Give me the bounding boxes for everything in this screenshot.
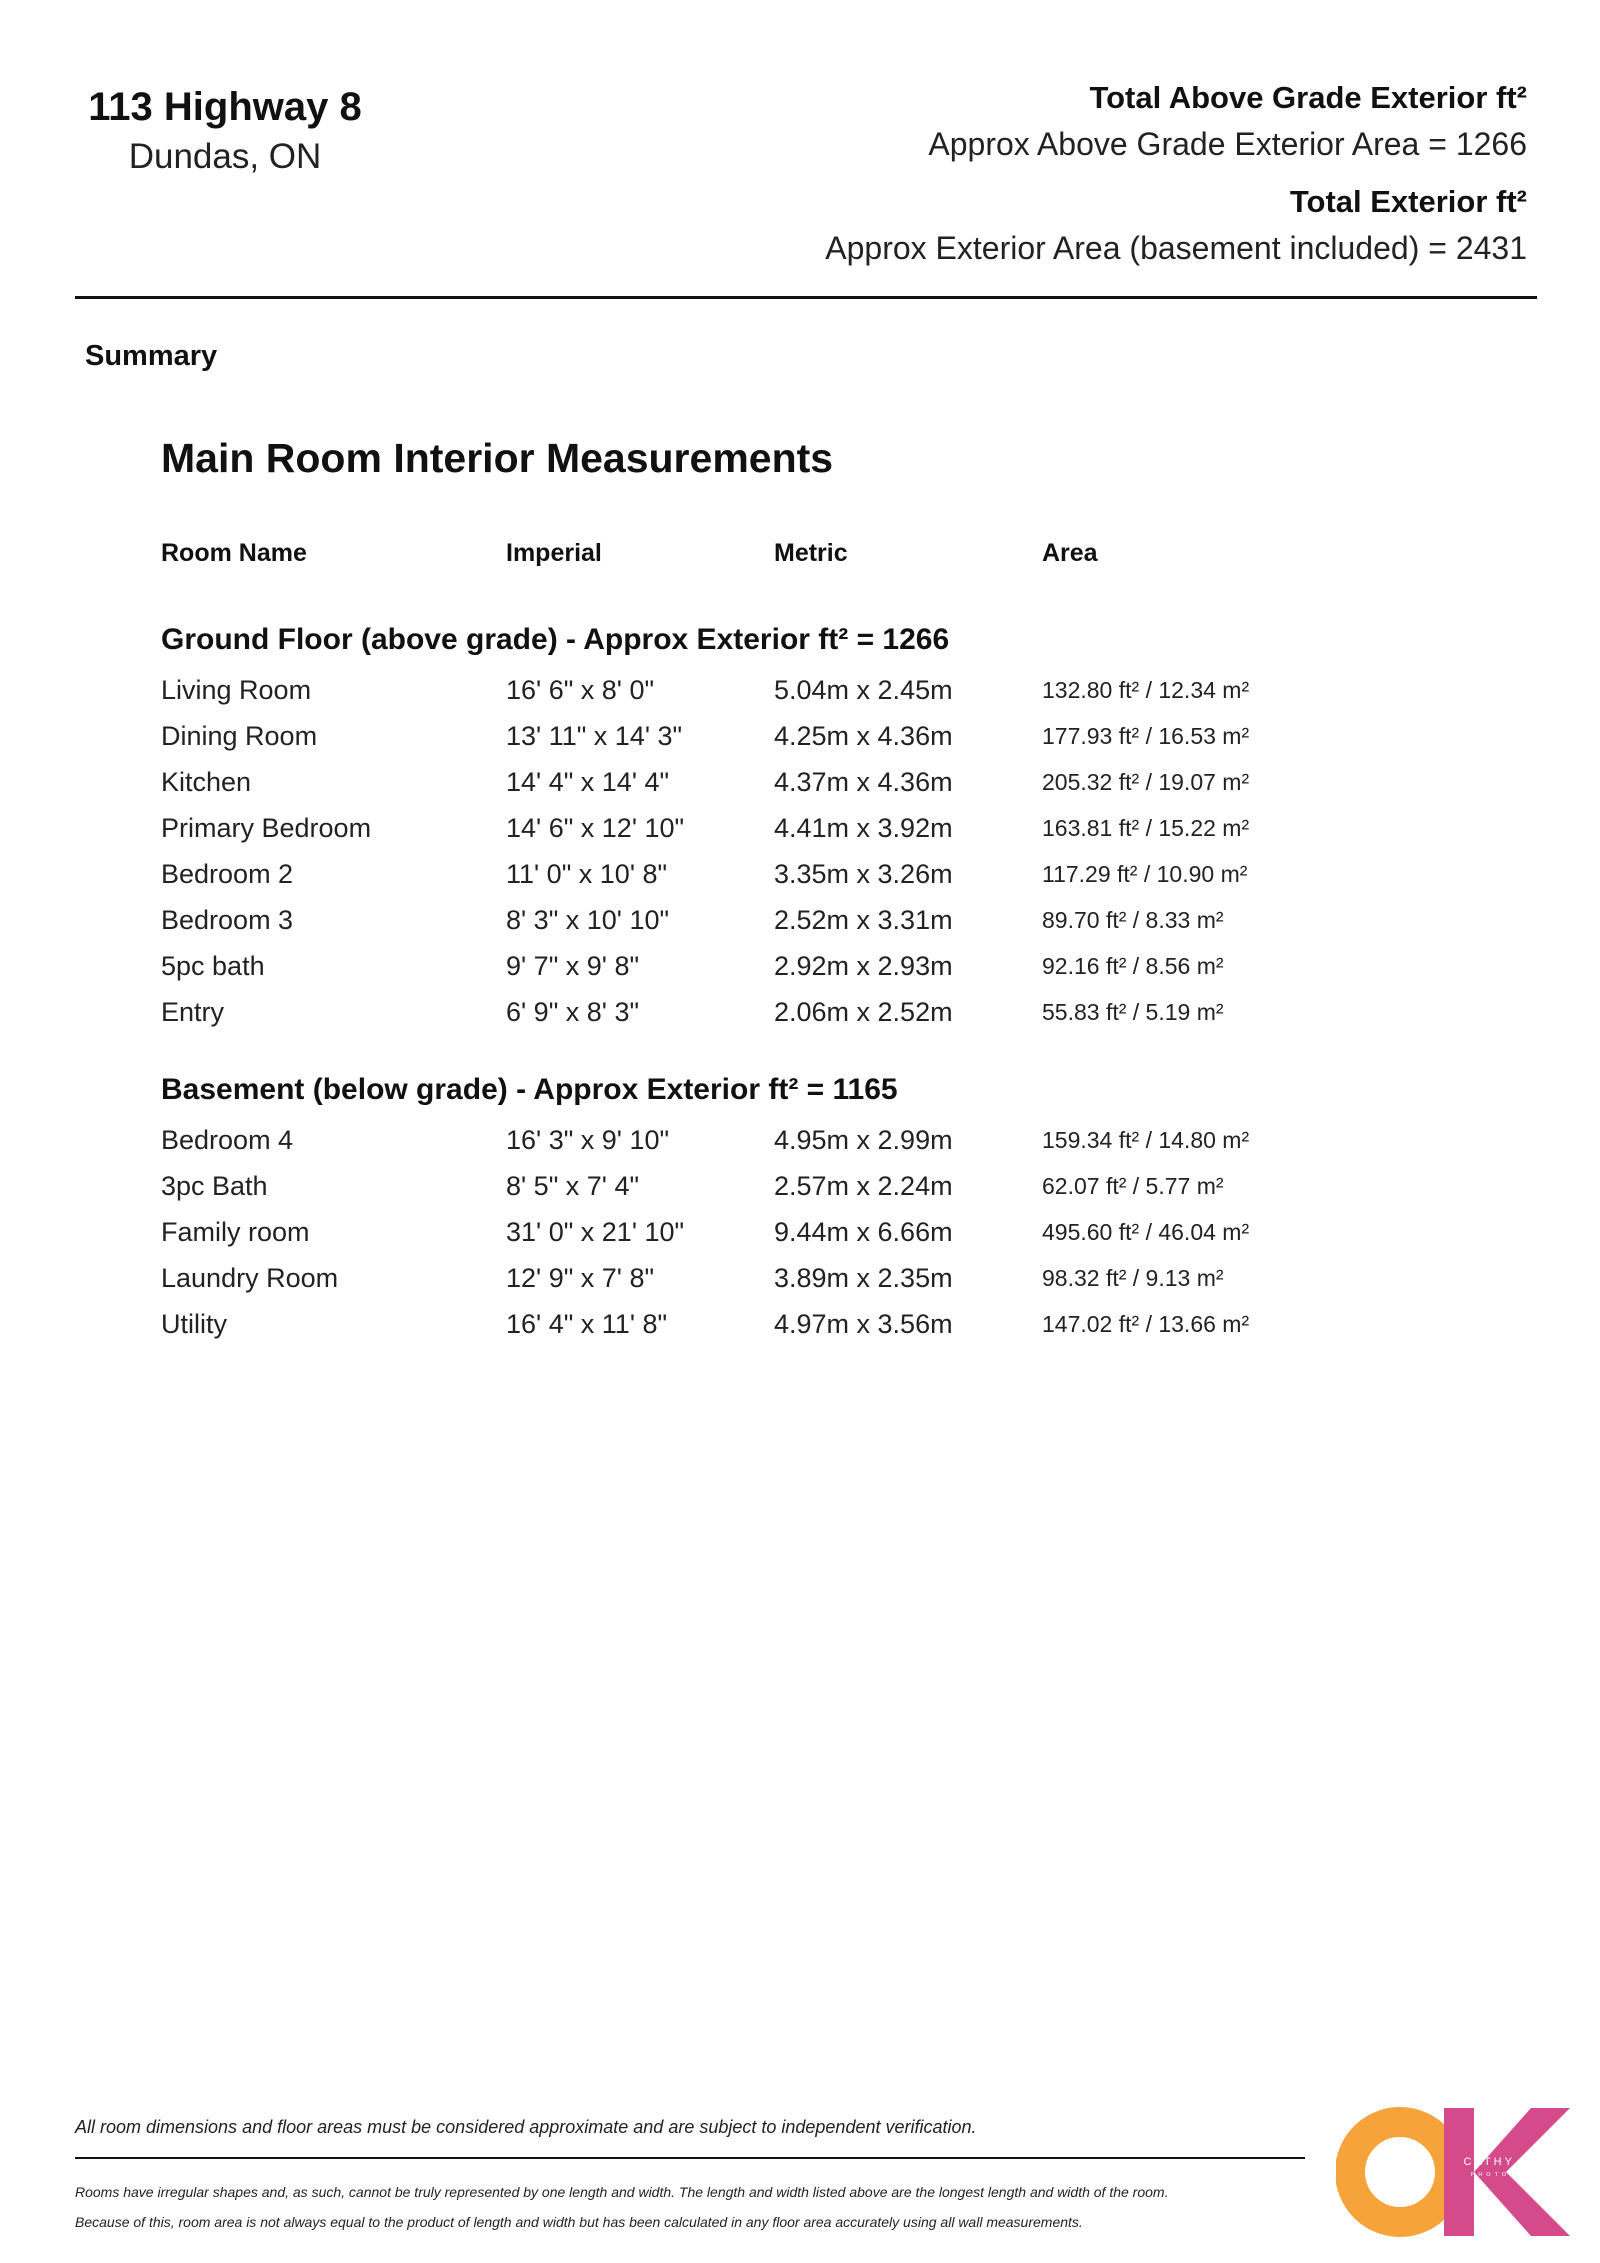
logo-letter-o [1350,2122,1450,2222]
room-row [161,667,1361,713]
room-imperial: 16' 4" x 11' 8" [506,1308,668,1339]
room-area: 55.83 ft² / 5.19 m² [1042,998,1224,1025]
basement-rooms [161,1117,1361,1347]
room-metric: 9.44m x 6.66m [774,1216,953,1247]
column-header-metric: Metric [774,538,848,567]
room-row [161,1117,1361,1163]
room-metric: 2.52m x 3.31m [774,904,953,935]
room-imperial: 11' 0" x 10' 8" [506,858,668,889]
basement-title: Basement (below grade) - Approx Exterior ft² = 1165 [161,1073,898,1106]
logo-letter-k-stem [1444,2108,1474,2236]
logo-name: CATHY KOOP [1463,2156,1565,2168]
header-divider [75,296,1537,299]
footer-divider [75,2157,1305,2159]
column-header-imperial: Imperial [506,538,602,567]
room-area: 62.07 ft² / 5.77 m² [1042,1172,1224,1199]
city-province: Dundas, ON [128,137,322,176]
logo-tagline: PHOTOGRAPHY [1470,2172,1558,2178]
above-grade-heading: Total Above Grade Exterior ft² [1089,80,1527,115]
ground-floor-rooms [161,667,1361,1035]
room-area: 495.60 ft² / 46.04 m² [1042,1218,1250,1245]
room-metric: 4.97m x 3.56m [774,1308,953,1339]
measurements-section [161,428,1361,1347]
column-headers [161,535,1361,571]
room-imperial: 14' 4" x 14' 4" [506,766,670,797]
room-metric: 2.92m x 2.93m [774,950,953,981]
total-exterior-value: Approx Exterior Area (basement included) = 2431 [825,230,1527,266]
room-row [161,897,1361,943]
room-name: Dining Room [161,720,318,751]
room-name: Bedroom 3 [161,904,294,935]
measurements-title: Main Room Interior Measurements [161,435,834,481]
fine-print-line-1: Rooms have irregular shapes and, as such, cannot be truly represented by one length and width. The length and width listed above are the longest length and width of the room. [75,2184,1169,2200]
room-row [161,805,1361,851]
room-name: Laundry Room [161,1262,339,1293]
summary-label: Summary [85,340,218,372]
room-area: 117.29 ft² / 10.90 m² [1042,860,1248,887]
room-area: 147.02 ft² / 13.66 m² [1042,1310,1250,1337]
logo-letter-k-lower-arm [1474,2172,1570,2236]
room-row [161,1163,1361,1209]
room-metric: 4.41m x 3.92m [774,812,953,843]
room-area: 132.80 ft² / 12.34 m² [1042,676,1250,703]
room-row [161,1301,1361,1347]
ground-floor-title: Ground Floor (above grade) - Approx Exterior ft² = 1266 [161,623,950,656]
room-metric: 3.89m x 2.35m [774,1262,953,1293]
room-area: 163.81 ft² / 15.22 m² [1042,814,1250,841]
fine-print [75,2177,1168,2237]
room-name: Primary Bedroom [161,812,372,843]
disclaimer-text: All room dimensions and floor areas must be considered approximate and are subject to independent verification. [75,2117,977,2137]
room-imperial: 14' 6" x 12' 10" [506,812,685,843]
column-header-area: Area [1042,538,1098,567]
room-area: 177.93 ft² / 16.53 m² [1042,722,1250,749]
room-name: Utility [161,1308,227,1339]
room-name: Bedroom 2 [161,858,294,889]
exterior-totals [825,76,1527,272]
room-imperial: 12' 9" x 7' 8" [506,1262,655,1293]
room-metric: 2.06m x 2.52m [774,996,953,1027]
cathy-koop-logo [1336,2104,1576,2240]
room-row [161,851,1361,897]
room-imperial: 6' 9" x 8' 3" [506,996,640,1027]
property-address [75,80,375,180]
room-metric: 5.04m x 2.45m [774,674,953,705]
total-exterior-heading: Total Exterior ft² [1289,184,1527,219]
room-name: 3pc Bath [161,1170,268,1201]
room-metric: 4.25m x 4.36m [774,720,953,751]
room-metric: 4.95m x 2.99m [774,1124,953,1155]
room-area: 89.70 ft² / 8.33 m² [1042,906,1224,933]
room-area: 159.34 ft² / 14.80 m² [1042,1126,1250,1153]
above-grade-value: Approx Above Grade Exterior Area = 1266 [928,126,1527,162]
room-name: Entry [161,996,225,1027]
room-row [161,943,1361,989]
room-imperial: 13' 11" x 14' 3" [506,720,683,751]
room-metric: 4.37m x 4.36m [774,766,953,797]
room-name: Kitchen [161,766,252,797]
room-row [161,759,1361,805]
room-imperial: 8' 5" x 7' 4" [506,1170,640,1201]
room-area: 92.16 ft² / 8.56 m² [1042,952,1224,979]
room-name: 5pc bath [161,950,265,981]
fine-print-line-2: Because of this, room area is not always equal to the product of length and width but has been calculated in any floor area accurately using all wall measurements. [75,2214,1083,2230]
room-row [161,713,1361,759]
room-metric: 3.35m x 3.26m [774,858,953,889]
room-imperial: 8' 3" x 10' 10" [506,904,670,935]
room-name: Bedroom 4 [161,1124,294,1155]
room-row [161,1209,1361,1255]
room-metric: 2.57m x 2.24m [774,1170,953,1201]
room-name: Living Room [161,674,312,705]
room-imperial: 31' 0" x 21' 10" [506,1216,685,1247]
room-row [161,989,1361,1035]
room-name: Family room [161,1216,310,1247]
room-row [161,1255,1361,1301]
room-imperial: 16' 3" x 9' 10" [506,1124,670,1155]
room-area: 98.32 ft² / 9.13 m² [1042,1264,1224,1291]
street-address: 113 Highway 8 [88,85,362,129]
room-imperial: 16' 6" x 8' 0" [506,674,655,705]
column-header-room-name: Room Name [161,538,307,567]
room-imperial: 9' 7" x 9' 8" [506,950,640,981]
room-area: 205.32 ft² / 19.07 m² [1042,768,1250,795]
